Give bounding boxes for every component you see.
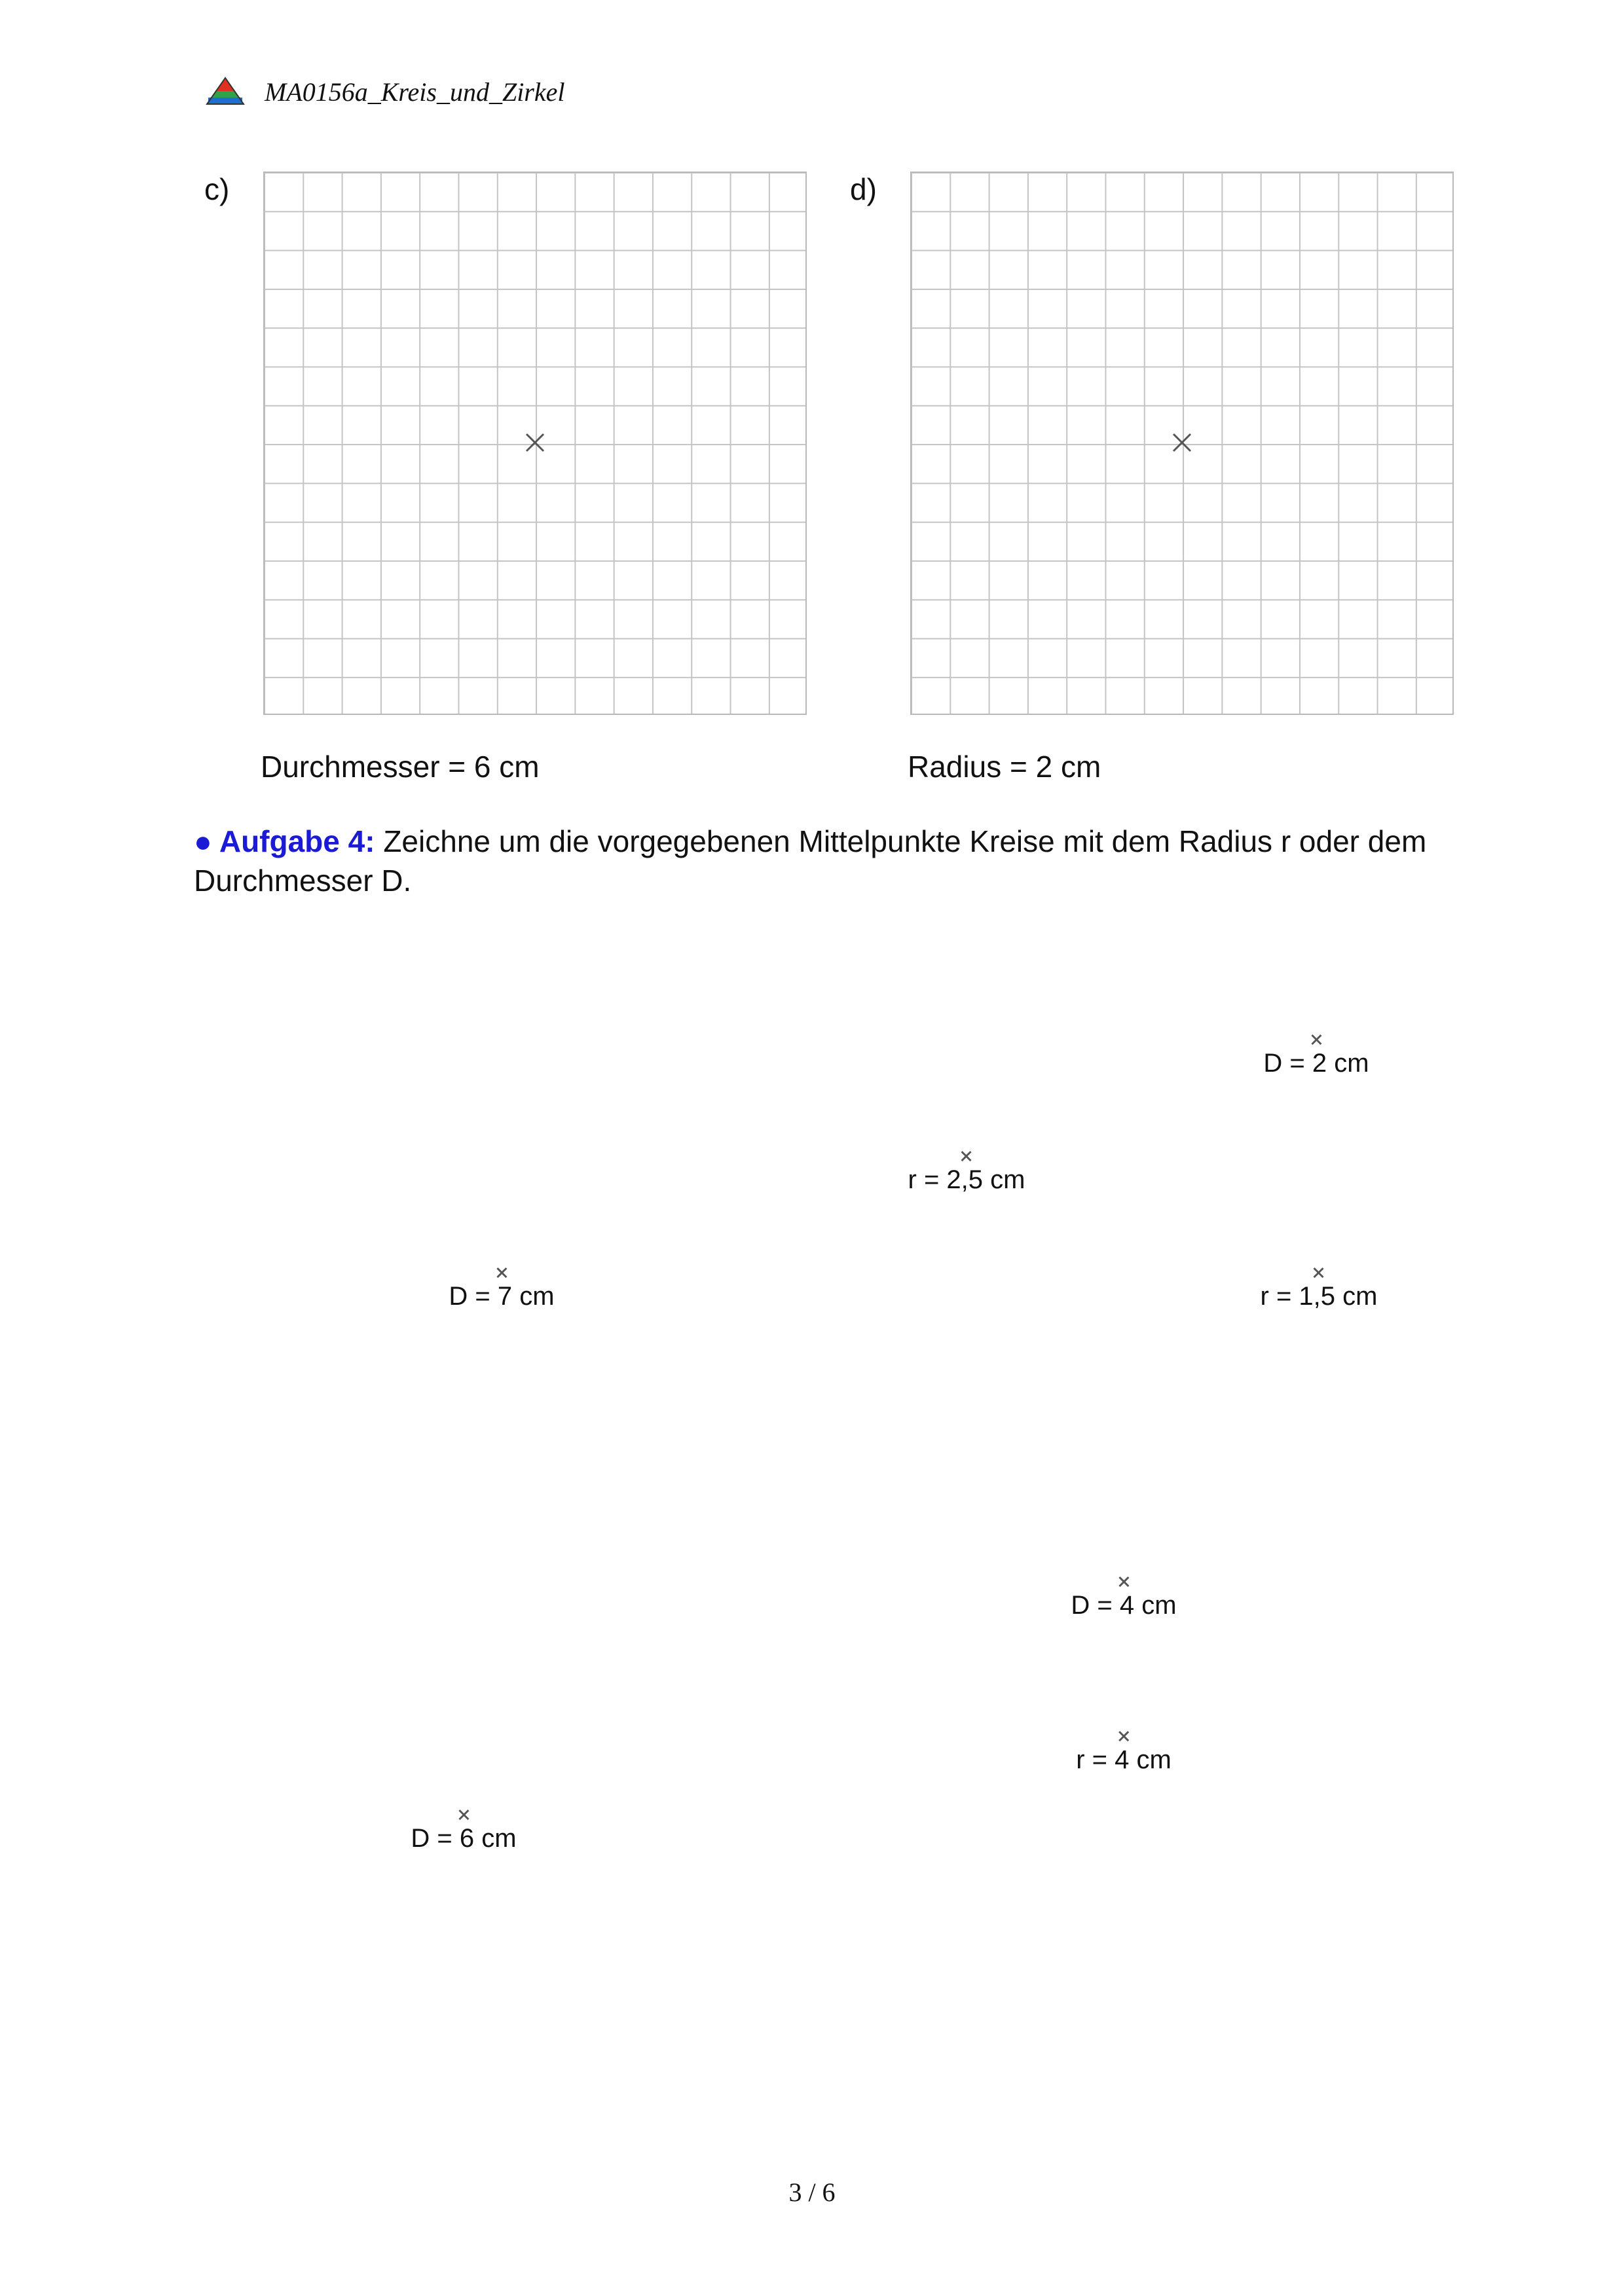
point-label: D = 2 cm xyxy=(1263,1049,1369,1078)
point-label: D = 7 cm xyxy=(449,1282,555,1311)
center-point xyxy=(449,1266,554,1311)
exercise-label-c: c) xyxy=(204,172,230,206)
center-point xyxy=(1263,1033,1369,1078)
pyramid-logo-icon xyxy=(206,77,245,107)
task-4-text: Zeichne um die vorgegebenen Mittelpunkte Kreise mit dem Radius r oder dem Durchmesser D. xyxy=(194,824,1427,898)
point-label: D = 6 cm xyxy=(411,1824,517,1853)
center-point xyxy=(411,1808,516,1853)
center-point xyxy=(1071,1575,1176,1620)
center-point xyxy=(1076,1730,1172,1774)
point-cross-icon xyxy=(457,1808,470,1821)
grid-c xyxy=(263,172,807,715)
page-header xyxy=(206,73,565,110)
center-point xyxy=(1261,1266,1378,1311)
center-cross-icon xyxy=(524,431,546,454)
point-label: D = 4 cm xyxy=(1071,1591,1177,1620)
task-4 xyxy=(194,822,1497,900)
grid-caption-d: Radius = 2 cm xyxy=(908,750,1101,784)
point-cross-icon xyxy=(1312,1266,1325,1279)
point-cross-icon xyxy=(495,1266,508,1279)
grid-caption-c: Durchmesser = 6 cm xyxy=(261,750,540,784)
point-cross-icon xyxy=(1117,1575,1130,1588)
point-cross-icon xyxy=(960,1150,973,1163)
point-label: r = 2,5 cm xyxy=(908,1165,1025,1194)
document-title: MA0156a_Kreis_und_Zirkel xyxy=(265,77,565,107)
point-cross-icon xyxy=(1117,1730,1130,1743)
grid-d xyxy=(910,172,1454,715)
point-label: r = 1,5 cm xyxy=(1260,1282,1378,1311)
center-cross-icon xyxy=(1171,431,1193,454)
page-number: 3 / 6 xyxy=(788,2178,836,2207)
center-point xyxy=(908,1150,1025,1194)
point-label: r = 4 cm xyxy=(1076,1745,1172,1774)
exercise-label-d: d) xyxy=(850,172,877,206)
point-cross-icon xyxy=(1310,1033,1323,1046)
task-4-title: ● Aufgabe 4: xyxy=(194,824,375,858)
